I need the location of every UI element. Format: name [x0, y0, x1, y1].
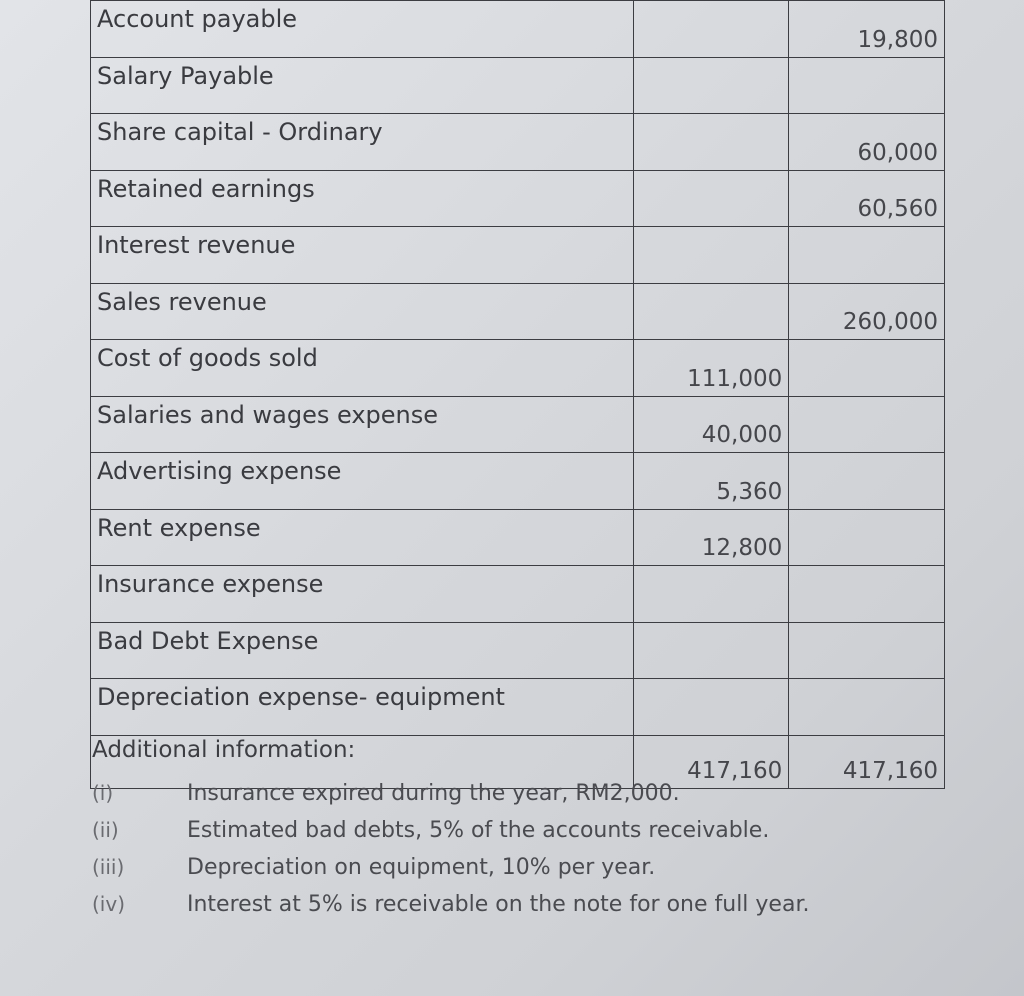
item-numeral: (iii) [92, 855, 125, 879]
list-item [92, 892, 992, 917]
debit-cell [633, 114, 789, 171]
table-row [91, 114, 945, 171]
debit-cell: 12,800 [633, 509, 789, 566]
account-name: Salaries and wages expense [91, 396, 634, 453]
item-text: Interest at 5% is receivable on the note for one full year. [187, 892, 810, 917]
item-text: Depreciation on equipment, 10% per year. [187, 855, 656, 880]
credit-cell [789, 340, 945, 397]
table-row [91, 57, 945, 114]
debit-cell: 111,000 [633, 340, 789, 397]
credit-cell [789, 57, 945, 114]
list-item [92, 855, 992, 880]
account-name: Salary Payable [91, 57, 634, 114]
trial-balance-table [90, 0, 945, 789]
item-text: Estimated bad debts, 5% of the accounts receivable. [187, 818, 770, 843]
account-name: Depreciation expense- equipment [91, 679, 634, 736]
credit-cell: 60,000 [789, 114, 945, 171]
credit-cell: 19,800 [789, 1, 945, 58]
debit-cell [633, 679, 789, 736]
account-name: Interest revenue [91, 227, 634, 284]
table-row [91, 1, 945, 58]
table-row [91, 622, 945, 679]
table-row [91, 453, 945, 510]
list-item [92, 781, 992, 806]
table-row [91, 170, 945, 227]
additional-information [92, 737, 992, 929]
additional-info-heading: Additional information: [92, 737, 356, 763]
account-name: Insurance expense [91, 566, 634, 623]
table-row [91, 566, 945, 623]
list-item [92, 818, 992, 843]
account-name: Cost of goods sold [91, 340, 634, 397]
debit-cell [633, 170, 789, 227]
item-text: Insurance expired during the year, RM2,000. [187, 781, 680, 806]
debit-total: 417,160 [633, 735, 789, 788]
account-name: Sales revenue [91, 283, 634, 340]
table-row [91, 227, 945, 284]
credit-total: 417,160 [789, 735, 945, 788]
account-name: Account payable [91, 1, 634, 58]
debit-cell [633, 57, 789, 114]
account-name: Bad Debt Expense [91, 622, 634, 679]
debit-cell [633, 1, 789, 58]
account-name: Advertising expense [91, 453, 634, 510]
table-row [91, 509, 945, 566]
debit-cell [633, 227, 789, 284]
account-name: Rent expense [91, 509, 634, 566]
table-row [91, 679, 945, 736]
table-row [91, 340, 945, 397]
table-row [91, 396, 945, 453]
account-name: Share capital - Ordinary [91, 114, 634, 171]
credit-cell [789, 622, 945, 679]
table-row [91, 283, 945, 340]
credit-cell: 60,560 [789, 170, 945, 227]
credit-cell [789, 396, 945, 453]
item-numeral: (ii) [92, 818, 119, 842]
credit-cell [789, 227, 945, 284]
credit-cell [789, 509, 945, 566]
credit-cell [789, 679, 945, 736]
account-name: Retained earnings [91, 170, 634, 227]
credit-cell [789, 566, 945, 623]
debit-cell [633, 622, 789, 679]
debit-cell: 5,360 [633, 453, 789, 510]
credit-cell: 260,000 [789, 283, 945, 340]
item-numeral: (i) [92, 781, 114, 805]
credit-cell [789, 453, 945, 510]
debit-cell [633, 283, 789, 340]
item-numeral: (iv) [92, 892, 125, 916]
debit-cell [633, 566, 789, 623]
debit-cell: 40,000 [633, 396, 789, 453]
